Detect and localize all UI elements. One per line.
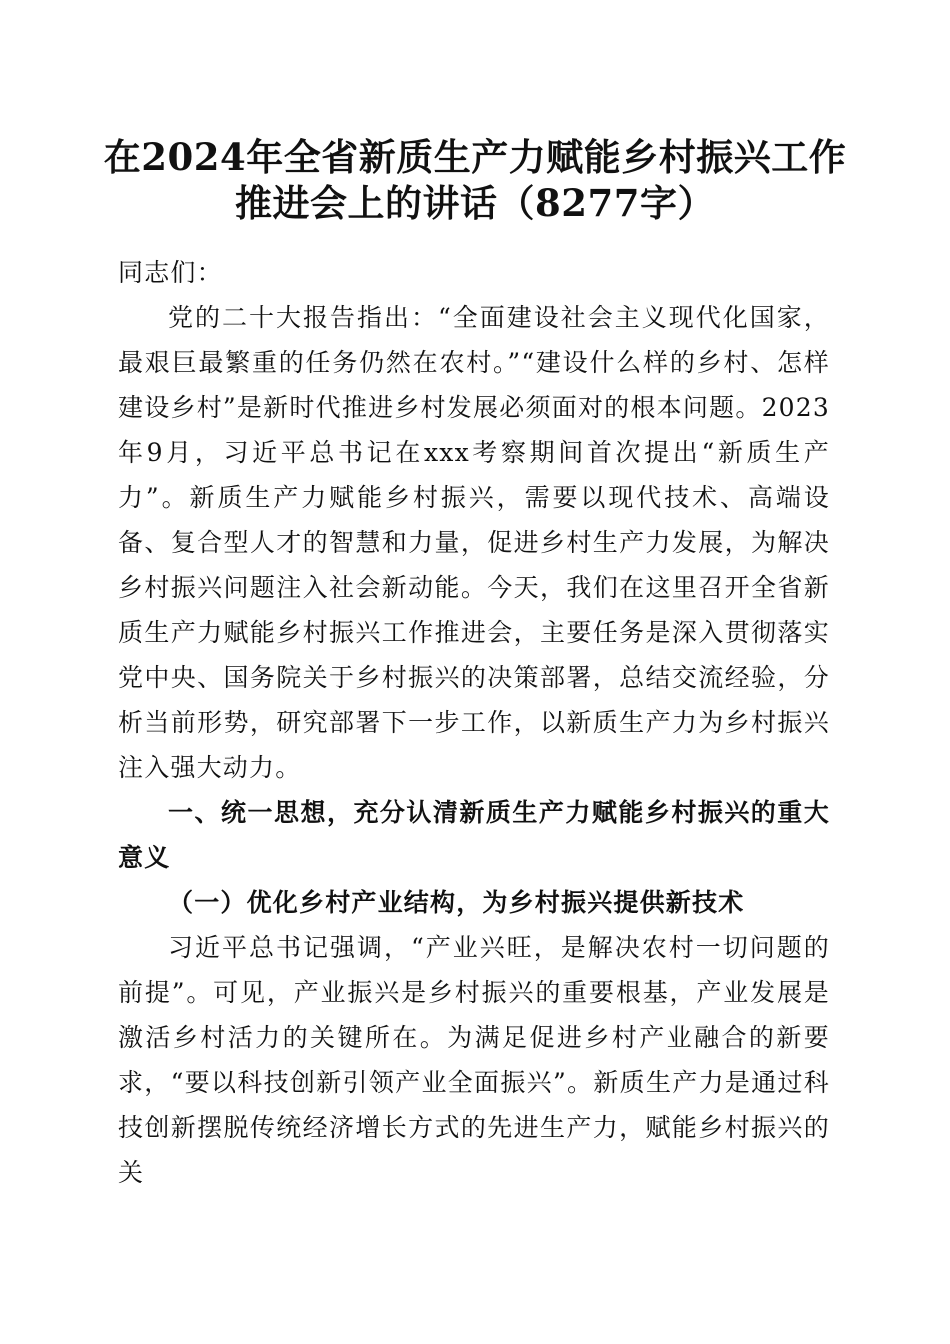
salutation: 同志们： [118, 258, 223, 287]
title-line-2: 推进会上的讲话（8277字） [235, 181, 715, 225]
intro-paragraph: 党的二十大报告指出：“全面建设社会主义现代化国家，最艰巨最繁重的任务仍然在农村。”“建设什么样的乡村、怎样建设乡村”是新时代推进乡村发展必须面对的根本问题。2023年9月，习近平总书记在xxx考察期间首次提出“新质生产力”。新质生产力赋能乡村振兴，需要以现代技术、高端设备、复合型人才的智慧和力量，促进乡村生产力发展，为解决乡村振兴问题注入社会新动能。今天，我们在这里召开全省新质生产力赋能乡村振兴工作推进会，主要任务是深入贯彻落实党中央、国务院关于乡村振兴的决策部署，总结交流经验，分析当前形势，研究部署下一步工作，以新质生产力为乡村振兴注入强大动力。 [118, 303, 830, 782]
subsection-heading-1: （一）优化乡村产业结构，为乡村振兴提供新技术 [168, 888, 745, 917]
section-heading-1: 一、统一思想，充分认清新质生产力赋能乡村振兴的重大意义 [118, 798, 830, 872]
subsection-paragraph-1: 习近平总书记强调，“产业兴旺，是解决农村一切问题的前提”。可见，产业振兴是乡村振兴的重要根基，产业发展是激活乡村活力的关键所在。为满足促进乡村产业融合的新要求，“要以科技创新引领产业全面振兴”。新质生产力是通过科技创新摆脱传统经济增长方式的先进生产力，赋能乡村振兴的关 [118, 933, 830, 1187]
title-line-1: 在2024年全省新质生产力赋能乡村振兴工作 [103, 135, 847, 179]
document-body [118, 250, 830, 1195]
document-title [80, 134, 870, 226]
